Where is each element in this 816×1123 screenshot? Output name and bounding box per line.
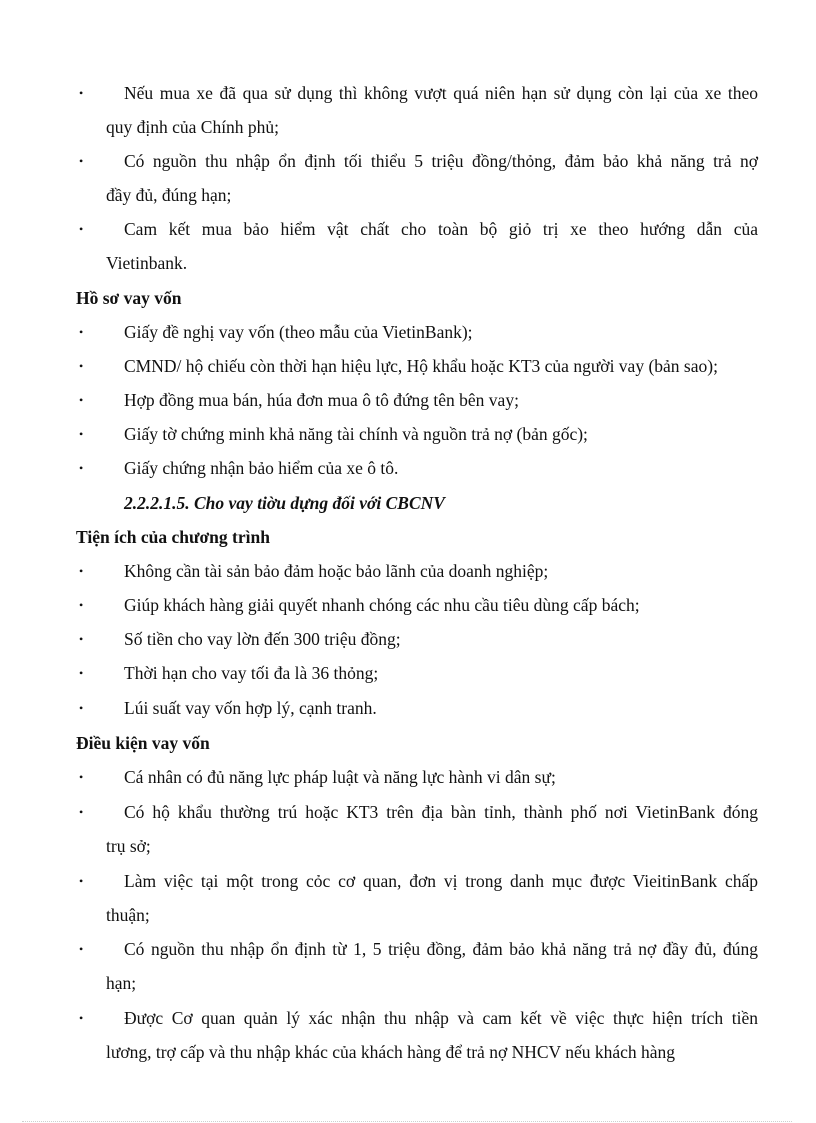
list-item-line: quy định của Chính phủ; <box>106 117 280 137</box>
list-item-line: thuận; <box>106 905 150 925</box>
bullet-icon: • <box>79 1011 84 1025</box>
list-item-line: Có nguồn thu nhập ổn định tối thiểu 5 triệu đồng/thỏng, đảm bảo khả năng trả nợ <box>124 151 758 171</box>
bullet-icon: • <box>79 461 84 475</box>
list-item-line: Có hộ khẩu thường trú hoặc KT3 trên địa bàn tỉnh, thành phố nơi VietinBank đóng <box>124 802 758 822</box>
list-item: Giấy tờ chứng minh khả năng tài chính và nguồn trả nợ (bản gốc); <box>124 424 588 444</box>
bullet-icon: • <box>79 154 84 168</box>
list-item-line: Làm việc tại một trong cỏc cơ quan, đơn vị trong danh mục được VieitinBank chấp <box>124 871 758 891</box>
subsection-title: 2.2.2.1.5. Cho vay tiờu dựng đối với CBCNV <box>124 493 445 513</box>
page-bottom-border <box>22 1121 792 1122</box>
list-item-line: Được Cơ quan quản lý xác nhận thu nhập và cam kết về việc thực hiện trích tiền <box>124 1008 758 1028</box>
list-item-line: lương, trợ cấp và thu nhập khác của khách hàng để trả nợ NHCV nếu khách hàng <box>106 1042 676 1062</box>
list-item-line: trụ sở; <box>106 836 151 856</box>
list-item-line: Cá nhân có đủ năng lực pháp luật và năng lực hành vi dân sự; <box>124 767 556 787</box>
list-item-line: Nếu mua xe đã qua sử dụng thì không vượt quá niên hạn sử dụng còn lại của xe theo <box>124 83 758 103</box>
bullet-icon: • <box>79 325 84 339</box>
list-item-line: hạn; <box>106 973 137 993</box>
bullet-icon: • <box>79 942 84 956</box>
section-heading-dieu-kien: Điều kiện vay vốn <box>76 733 210 753</box>
bullet-icon: • <box>79 222 84 236</box>
section-heading-tien-ich: Tiện ích của chương trình <box>76 527 270 547</box>
bullet-icon: • <box>79 874 84 888</box>
list-item: Số tiền cho vay lờn đến 300 triệu đồng; <box>124 629 401 649</box>
bullet-icon: • <box>79 632 84 646</box>
list-item: Giúp khách hàng giải quyết nhanh chóng các nhu cầu tiêu dùng cấp bách; <box>124 595 640 615</box>
bullet-icon: • <box>79 564 84 578</box>
list-item-line: đầy đủ, đúng hạn; <box>106 185 232 205</box>
list-item: Giấy đề nghị vay vốn (theo mẫu của VietinBank); <box>124 322 473 342</box>
list-item-line: Vietinbank. <box>106 253 188 273</box>
bullet-icon: • <box>79 701 84 715</box>
bullet-icon: • <box>79 86 84 100</box>
section-heading-ho-so: Hồ sơ vay vốn <box>76 288 182 308</box>
list-item-line: Cam kết mua bảo hiểm vật chất cho toàn bộ giỏ trị xe theo hướng dẫn của <box>124 219 758 239</box>
list-item: Giấy chứng nhận bảo hiểm của xe ô tô. <box>124 458 399 478</box>
list-item: CMND/ hộ chiếu còn thời hạn hiệu lực, Hộ khẩu hoặc KT3 của người vay (bản sao); <box>124 356 718 376</box>
bullet-icon: • <box>79 427 84 441</box>
list-item: Không cần tài sản bảo đảm hoặc bảo lãnh của doanh nghiệp; <box>124 561 549 581</box>
list-item: Thời hạn cho vay tối đa là 36 thỏng; <box>124 663 379 683</box>
bullet-icon: • <box>79 359 84 373</box>
list-item: Lúi suất vay vốn hợp lý, cạnh tranh. <box>124 698 377 718</box>
bullet-icon: • <box>79 770 84 784</box>
list-item: Hợp đồng mua bán, húa đơn mua ô tô đứng tên bên vay; <box>124 390 519 410</box>
bullet-icon: • <box>79 805 84 819</box>
bullet-icon: • <box>79 598 84 612</box>
bullet-icon: • <box>79 666 84 680</box>
bullet-icon: • <box>79 393 84 407</box>
list-item-line: Có nguồn thu nhập ổn định từ 1, 5 triệu đồng, đảm bảo khả năng trả nợ đầy đủ, đúng <box>124 939 758 959</box>
